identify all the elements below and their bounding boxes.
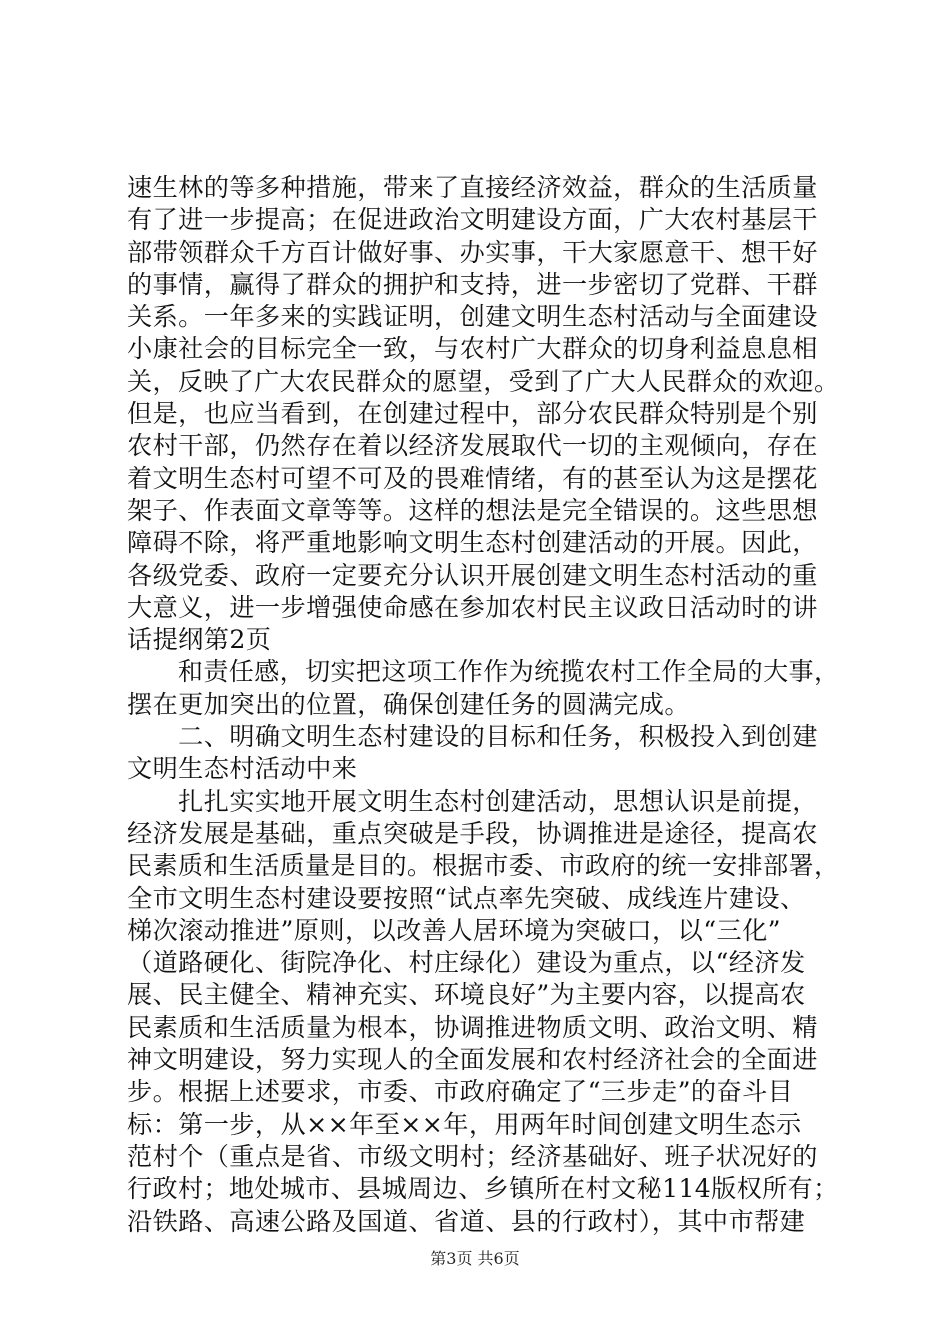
text-line: 梯次滚动推进”原则，以改善人居环境为突破口，以“三化” xyxy=(127,915,781,945)
text-line: 小康社会的目标完全一致，与农村广大群众的切身利益息息相 xyxy=(127,334,818,364)
text-line: 着文明生态村可望不可及的畏难情绪，有的甚至认为这是摆花 xyxy=(127,463,818,493)
text-line: 经济发展是基础，重点突破是手段，协调推进是途径，提高农 xyxy=(127,818,818,848)
text-line: 但是，也应当看到，在创建过程中，部分农民群众特别是个别 xyxy=(127,399,818,429)
text-line: 关系。一年多来的实践证明，创建文明生态村活动与全面建设 xyxy=(127,302,818,332)
text-line: 二、明确文明生态村建设的目标和任务，积极投入到创建 xyxy=(127,722,818,752)
text-line: 全市文明生态村建设要按照“试点率先突破、成线连片建设、 xyxy=(127,883,806,913)
text-line: 部带领群众千方百计做好事、办实事，干大家愿意干、想干好 xyxy=(127,237,818,267)
text-line: 展、民主健全、精神充实、环境良好”为主要内容，以提高农 xyxy=(127,980,806,1010)
text-line: 摆在更加突出的位置，确保创建任务的圆满完成。 xyxy=(127,689,690,719)
text-line: 民素质和生活质量为根本，协调推进物质文明、政治文明、精 xyxy=(127,1012,818,1042)
page-footer: 第3页 共6页 xyxy=(430,1249,520,1268)
text-line: 范村个（重点是省、市级文明村；经济基础好、班子状况好的 xyxy=(127,1141,818,1171)
text-line: 民素质和生活质量是目的。根据市委、市政府的统一安排部署， xyxy=(127,851,840,881)
text-line: 和责任感，切实把这项工作作为统揽农村工作全局的大事， xyxy=(127,657,840,687)
text-line: （道路硬化、街院净化、村庄绿化）建设为重点，以“经济发 xyxy=(127,948,806,978)
text-line: 架子、作表面文章等等。这样的想法是完全错误的。这些思想 xyxy=(127,495,818,525)
text-line: 行政村；地处城市、县城周边、乡镇所在村文秘114版权所有； xyxy=(127,1174,839,1204)
text-line: 的事情，赢得了群众的拥护和支持，进一步密切了党群、干群 xyxy=(127,269,818,299)
text-line: 农村干部，仍然存在着以经济发展取代一切的主观倾向，存在 xyxy=(127,431,818,461)
text-line: 标：第一步，从××年至××年，用两年时间创建文明生态示 xyxy=(127,1109,802,1139)
text-line: 各级党委、政府一定要充分认识开展创建文明生态村活动的重 xyxy=(127,560,818,590)
text-line: 大意义，进一步增强使命感在参加农村民主议政日活动时的讲 xyxy=(127,592,818,622)
text-line: 步。根据上述要求，市委、市政府确定了“三步走”的奋斗目 xyxy=(127,1077,794,1107)
body-text xyxy=(127,172,839,1238)
text-line: 神文明建设，努力实现人的全面发展和农村经济社会的全面进 xyxy=(127,1045,818,1075)
text-line: 文明生态村活动中来 xyxy=(127,754,358,784)
text-line: 障碍不除，将严重地影响文明生态村创建活动的开展。因此， xyxy=(127,528,818,558)
text-line: 话提纲第2页 xyxy=(127,625,272,655)
text-line: 有了进一步提高；在促进政治文明建设方面，广大农村基层干 xyxy=(127,205,818,235)
text-line: 速生林的等多种措施，带来了直接经济效益，群众的生活质量 xyxy=(127,173,818,202)
text-line: 扎扎实实地开展文明生态村创建活动，思想认识是前提， xyxy=(127,786,818,816)
text-line: 关，反映了广大农民群众的愿望，受到了广大人民群众的欢迎。 xyxy=(127,366,840,396)
text-line: 沿铁路、高速公路及国道、省道、县的行政村），其中市帮建 xyxy=(127,1206,806,1236)
